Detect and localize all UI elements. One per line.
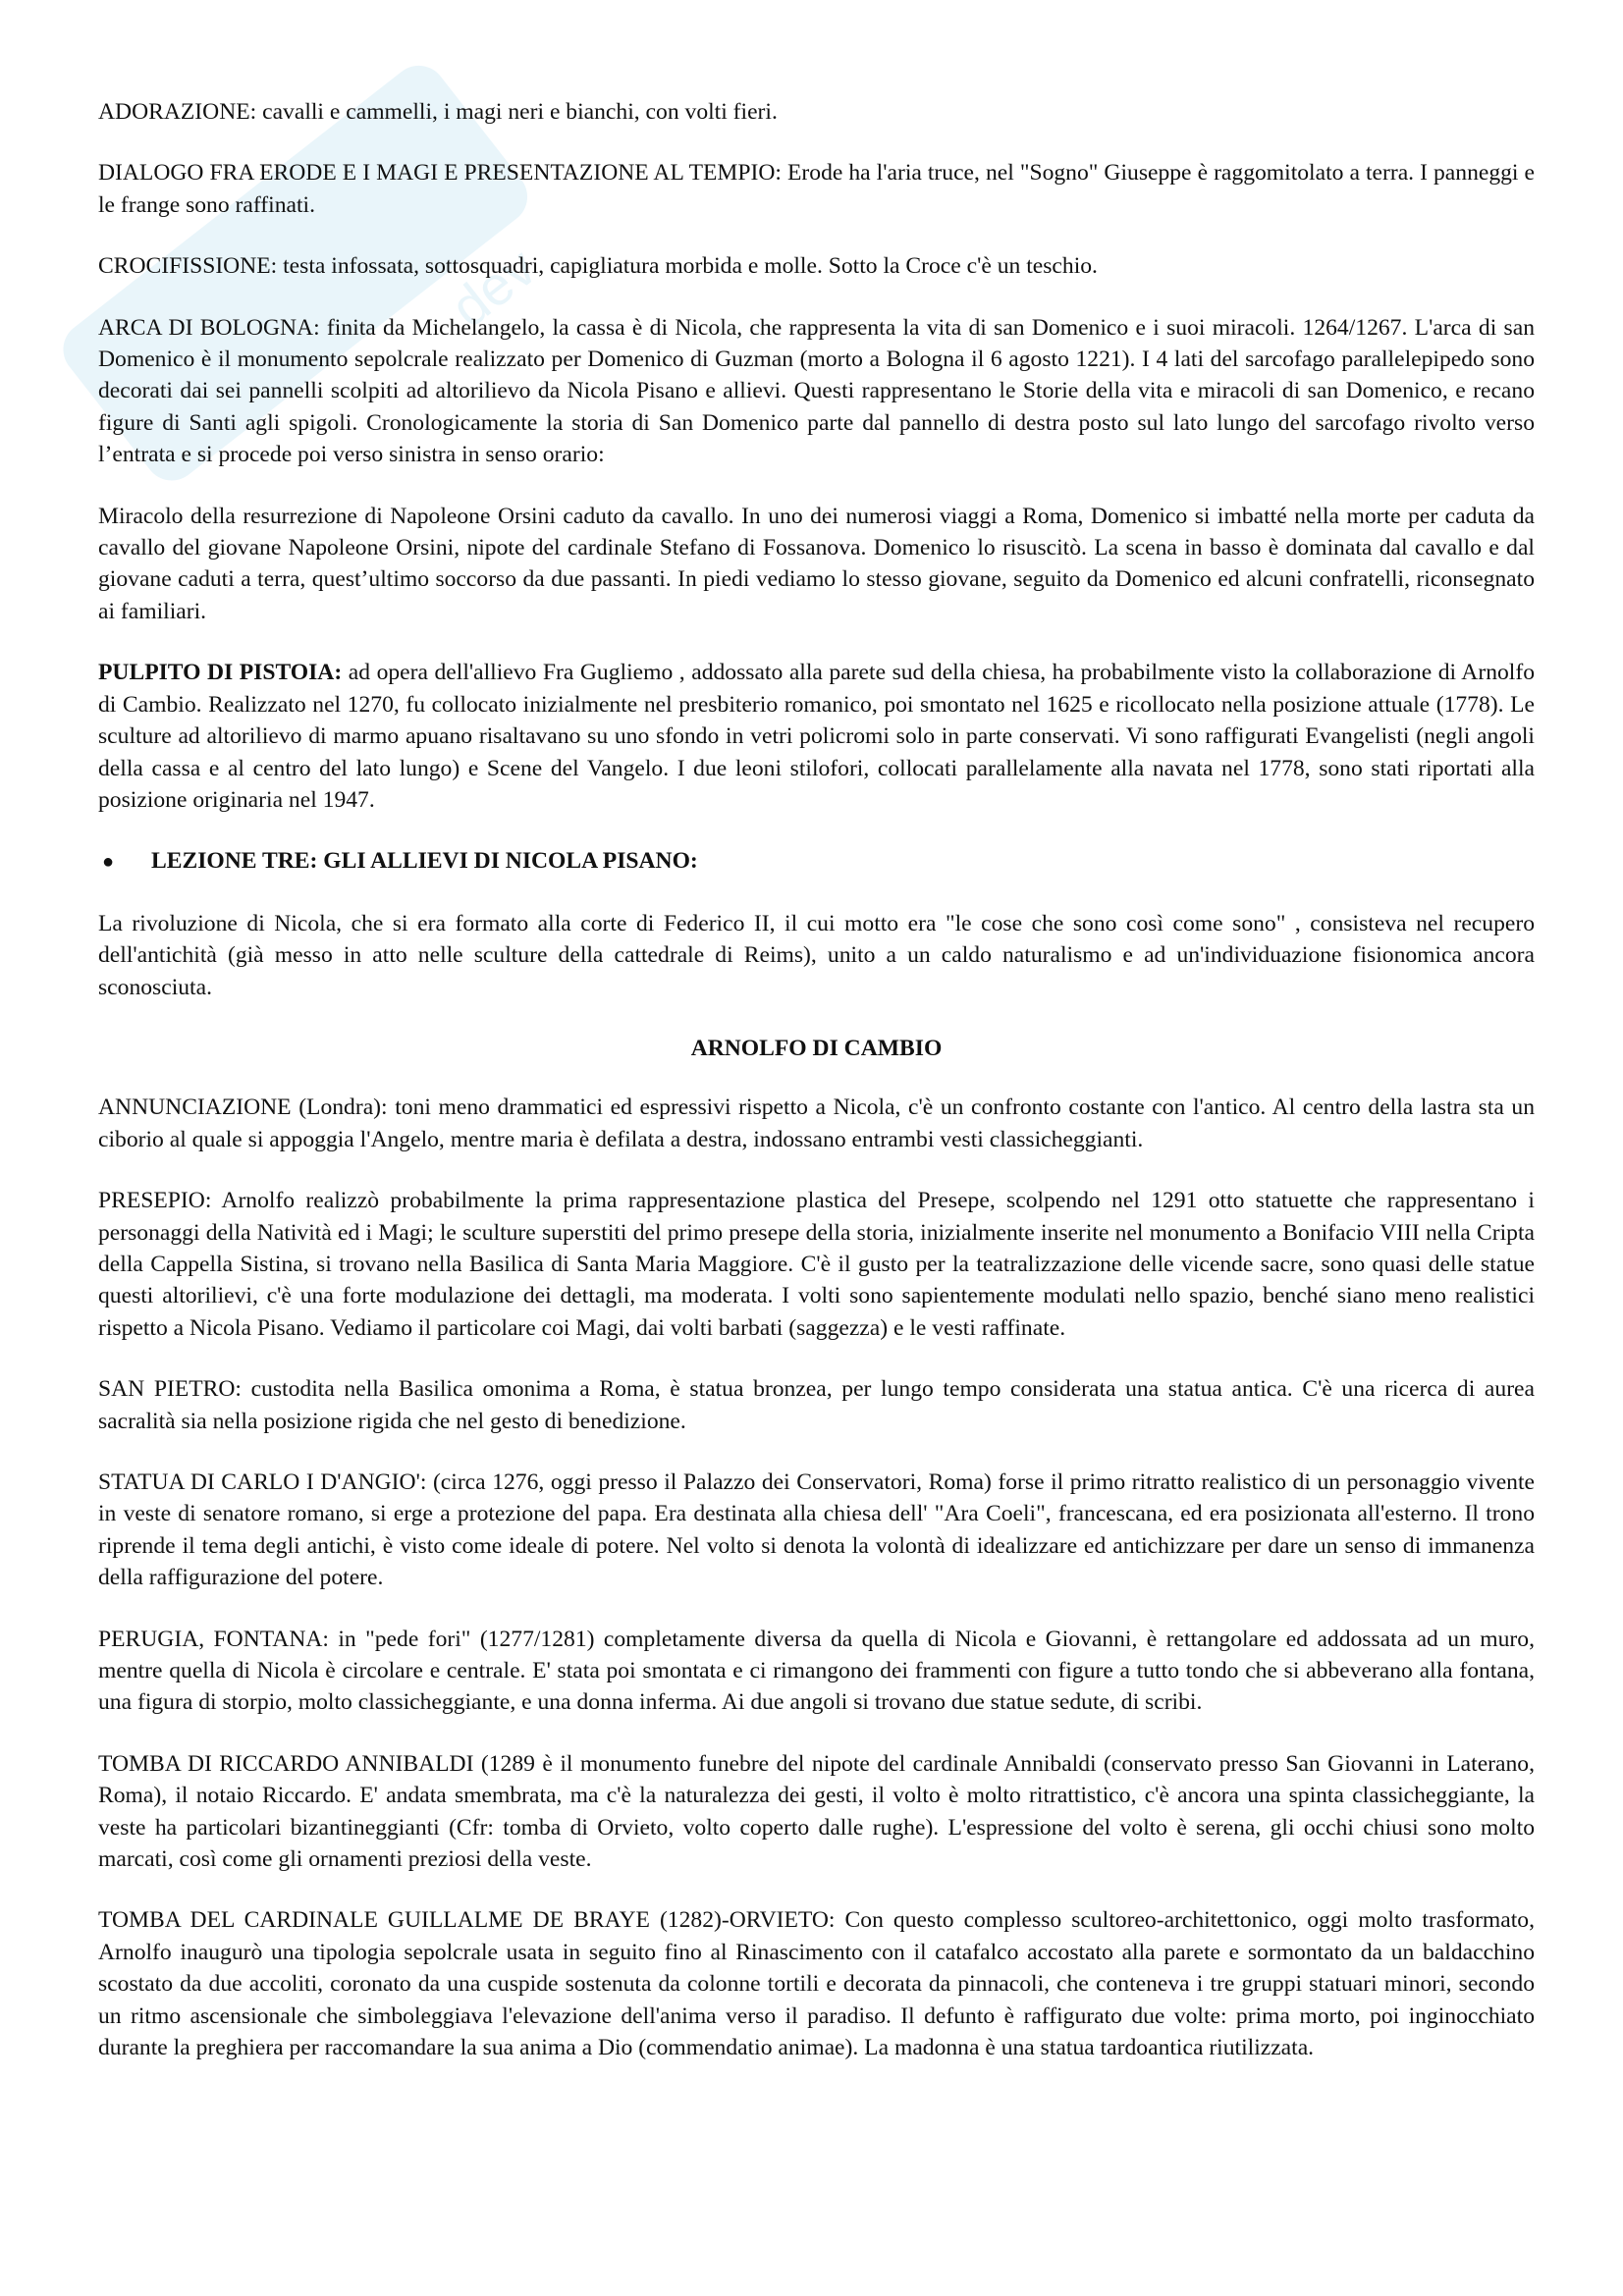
section-heading-arnolfo: ARNOLFO DI CAMBIO bbox=[690, 1035, 943, 1061]
paragraph-carlo-angio: STATUA DI CARLO I D'ANGIO': (circa 1276, oggi presso il Palazzo dei Conservatori, Roma) forse il primo ritratto realistico di un personaggio vivente in veste di senatore romano, si erge a protezione del papa. Era destinata alla chiesa dell' "Ara Coeli", francescana, ed era posizionata all'esterno. Il trono riprende il tema degli antichi, è visto come ideale di potere. Nel volto si denota la volontà di idealizzare ed antichizzare per dare un senso di immanenza della raffigurazione del potere. bbox=[98, 1469, 1535, 1591]
document-page bbox=[98, 96, 1535, 2094]
paragraph-tomba-annibaldi: TOMBA DI RICCARDO ANNIBALDI (1289 è il monumento funebre del nipote del cardinale Annibaldi (conservato presso San Giovanni in Laterano, Roma), il notaio Riccardo. E' andata smembrata, ma c'è la naturalezza dei gesti, il volto è molto ritrattistico, c'è ancora una spinta classicheggiante, la veste ha particolari bizantineggianti (Cfr: tomba di Orvieto, volto coperto dalle rughe). L'espressione del volto è serena, gli occhi chiusi sono molto marcati, così come gli ornamenti preziosi della veste. bbox=[98, 1750, 1535, 1873]
paragraph-crocifissione: CROCIFISSIONE: testa infossata, sottosquadri, capigliatura morbida e molle. Sotto la Croce c'è un teschio. bbox=[98, 253, 1098, 280]
paragraph-san-pietro: SAN PIETRO: custodita nella Basilica omonima a Roma, è statua bronzea, per lungo tempo considerata una statua antica. C'è una ricerca di aurea sacralità sia nella posizione rigida che nel gesto di benedizione. bbox=[98, 1376, 1535, 1434]
paragraph-rivoluzione: La rivoluzione di Nicola, che si era formato alla corte di Federico II, il cui motto era "le cose che sono così come sono" , consisteva nel recupero dell'antichità (già messo in atto nelle sculture della cattedrale di Reims), unito a un caldo naturalismo e ad un'individuazione fisionomica ancora sconosciuta. bbox=[98, 910, 1535, 1000]
bullet-icon: ● bbox=[102, 851, 115, 874]
lesson-heading bbox=[98, 845, 1535, 878]
paragraph-perugia-fontana: PERUGIA, FONTANA: in "pede fori" (1277/1281) completamente diversa da quella di Nicola e Giovanni, è rettangolare ed addossata ad un muro, mentre quella di Nicola è circolare e centrale. E' stata poi smontata e ci rimangono dei frammenti con figure a tutto tondo che si abbeverano alla fontana, una figura di storpio, molto classicheggiante, e una donna inferma. Ai due angoli si trovano due statue sedute, di scribi. bbox=[98, 1626, 1535, 1716]
paragraph-tomba-braye: TOMBA DEL CARDINALE GUILLALME DE BRAYE (1282)-ORVIETO: Con questo complesso scultoreo-architettonico, oggi molto trasformato, Arnolfo inaugurò una tipologia sepolcrale usata in seguito fino al Rinascimento con il catafalco accostato alla parete e sormontato da un baldacchino scostato da due accoliti, coronato da una cuspide sostenuta da colonne tortili e decorata da pinnacoli, che conteneva i tre gruppi statuari minori, secondo un ritmo ascensionale che simboleggiava l'elevazione dell'anima verso il paradiso. Il defunto è raffigurato due volte: prima morto, poi inginocchiato durante la preghiera per raccomandare la sua anima a Dio (commendatio animae). La madonna è una statua tardoantica riutilizzata. bbox=[98, 1907, 1535, 2061]
paragraph-pulpito-pistoia bbox=[98, 657, 1535, 816]
paragraph-annunciazione: ANNUNCIAZIONE (Londra): toni meno drammatici ed espressivi rispetto a Nicola, c'è un confronto costante con l'antico. Al centro della lastra sta un ciborio al quale si appoggia l'Angelo, mentre maria è defilata a destra, indossano entrambi vesti classicheggianti. bbox=[98, 1095, 1535, 1152]
paragraph-pulpito-title: PULPITO DI PISTOIA: bbox=[98, 660, 343, 686]
lesson-heading-text: LEZIONE TRE: GLI ALLIEVI DI NICOLA PISANO: bbox=[151, 848, 698, 875]
paragraph-adorazione: ADORAZIONE: cavalli e cammelli, i magi neri e bianchi, con volti fieri. bbox=[98, 99, 778, 125]
paragraph-dialogo: DIALOGO FRA ERODE E I MAGI E PRESENTAZIONE AL TEMPIO: Erode ha l'aria truce, nel "Sogno" Giuseppe è raggomitolato a terra. I panneggi e le frange sono raffinati. bbox=[98, 160, 1535, 218]
paragraph-pulpito-body: ad opera dell'allievo Fra Gugliemo , addossato alla parete sud della chiesa, ha probabilmente visto la collaborazione di Arnolfo di Cambio. Realizzato nel 1270, fu collocato inizialmente nel presbiterio romanico, poi smontato nel 1625 e ricollocato nella posizione attuale (1778). Le sculture ad altorilievo di marmo apuano risaltavano su uno sfondo in vetri policromi solo in parte conservati. Vi sono raffigurati Evangelisti (negli angoli della cassa e al centro del lato lungo) e Scene del Vangelo. I due leoni stilofori, collocati parallelamente alla navata nel 1778, sono stati riportati alla posizione originaria nel 1947. bbox=[98, 660, 1536, 813]
paragraph-presepio: PRESEPIO: Arnolfo realizzò probabilmente la prima rappresentazione plastica del Presepe, scolpendo nel 1291 otto statuette che rappresentano i personaggi della Natività ed i Magi; le sculture superstiti del primo presepe della storia, inizialmente inserite nel monumento a Bonifacio VIII nella Cripta della Cappella Sistina, si trovano nella Basilica di Santa Maria Maggiore. C'è il gusto per la teatralizzazione delle vicende sacre, sono quasi delle statue questi altorilievi, c'è una forte modulazione dei dettagli, ma moderata. I volti sono sapientemente modulati nello spazio, benché siano meno realistici rispetto a Nicola Pisano. Vediamo il particolare coi Magi, dai volti barbati (saggezza) e le vesti raffinate. bbox=[98, 1188, 1535, 1341]
paragraph-miracolo: Miracolo della resurrezione di Napoleone Orsini caduto da cavallo. In uno dei numerosi viaggi a Roma, Domenico si imbatté nella morte per caduta da cavallo del giovane Napoleone Orsini, nipote del cardinale Stefano di Fossanova. Domenico lo risuscitò. La scena in basso è dominata dal cavallo e dal giovane caduti a terra, quest’ultimo soccorso da due passanti. In piedi vediamo lo stesso giovane, seguito da Domenico ed alcuni confratelli, riconsegnato ai familiari. bbox=[98, 503, 1535, 624]
paragraph-arca-bologna: ARCA DI BOLOGNA: finita da Michelangelo, la cassa è di Nicola, che rappresenta la vita di san Domenico e i suoi miracoli. 1264/1267. L'arca di san Domenico è il monumento sepolcrale realizzato per Domenico di Guzman (morto a Bologna il 6 agosto 1221). I 4 lati del sarcofago parallelepipedo sono decorati dai sei pannelli scolpiti ad altorilievo da Nicola Pisano e allievi. Questi rappresentano le Storie della vita e miracoli di san Domenico, e recano figure di Santi agli spigoli. Cronologicamente la storia di San Domenico parte dal pannello di destra posto sul lato lungo del sarcofago rivolto verso l’entrata e si procede poi verso sinistra in senso orario: bbox=[98, 314, 1535, 468]
watermark-subtext: dev bbox=[439, 235, 548, 340]
